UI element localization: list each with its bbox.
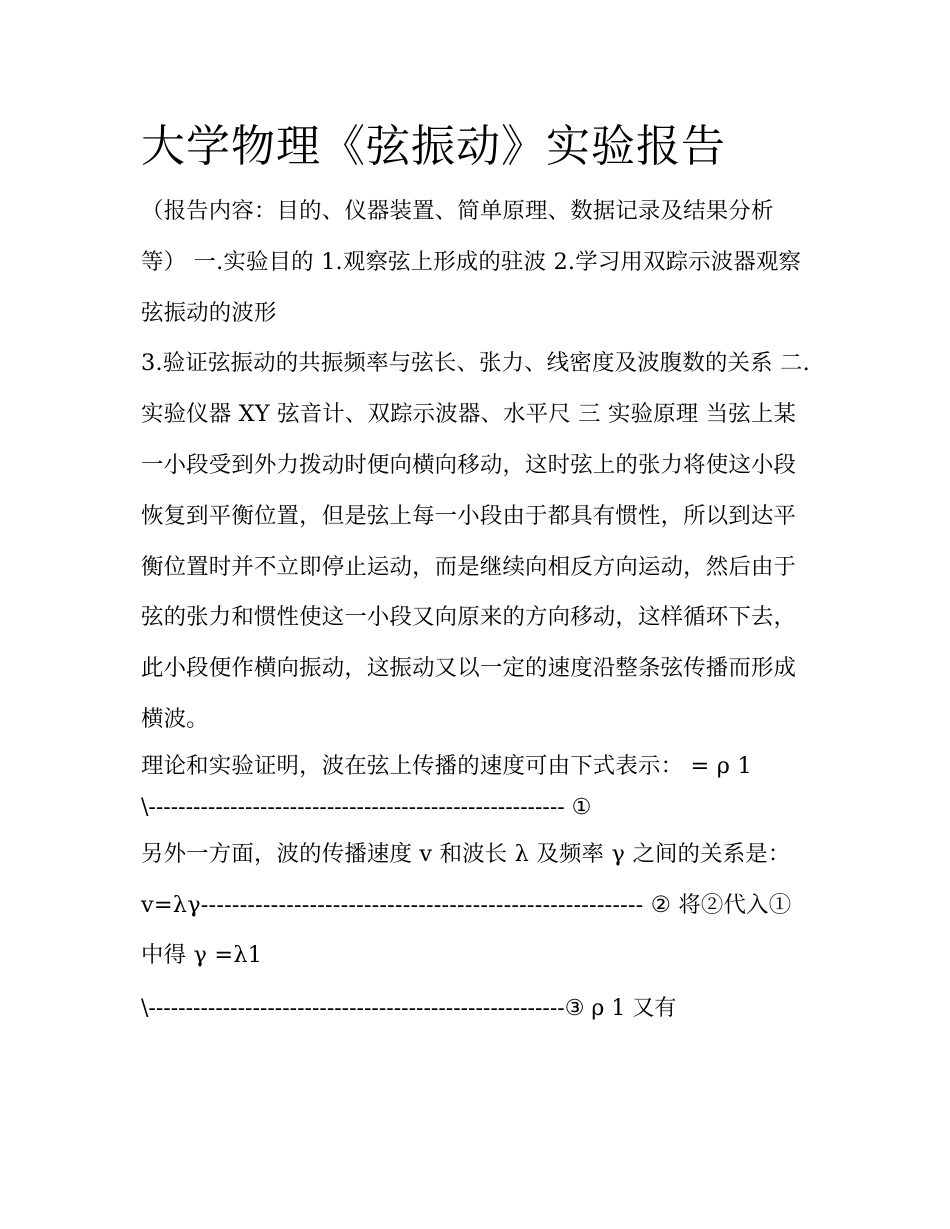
- equation-1-line: \-------------------------------------------------------- ①: [141, 794, 592, 820]
- document-page: [141, 116, 813, 1037]
- paragraph-purpose: （报告内容：目的、仪器装置、简单原理、数据记录及结果分析等） 一.实验目的 1.观察弦上形成的驻波 2.学习用双踪示波器观察弦振动的波形: [141, 198, 802, 326]
- document-title: 大学物理《弦振动》实验报告: [141, 121, 726, 172]
- equation-2-paragraph: v=λγ--------------------------------------------------------- ② 将②代入①中得 γ =λ1: [141, 891, 792, 969]
- paragraph-wave-relation: 另外一方面，波的传播速度 v 和波长 λ 及频率 γ 之间的关系是：: [141, 840, 791, 867]
- paragraph-principle: 3.验证弦振动的共振频率与弦长、张力、线密度及波腹数的关系 二.实验仪器 XY 弦音计、双踪示波器、水平尺 三 实验原理 当弦上某一小段受到外力拨动时便向横向移动，这时弦上的张力将使这小段恢复到平衡位置，但是弦上每一小段由于都具有惯性，所以到达平衡位置时并不立即停止运动，而是继续向相反方向运动，然后由于弦的张力和惯性使这一小段又向原来的方向移动，这样循环下去，此小段便作横向振动，这振动又以一定的速度沿整条弦传播而形成横波。: [141, 350, 810, 732]
- equation-3-line: \--------------------------------------------------------③ ρ 1 又有: [141, 996, 677, 1022]
- paragraph-velocity-formula: 理论和实验证明，波在弦上传播的速度可由下式表示： = ρ 1: [141, 752, 752, 779]
